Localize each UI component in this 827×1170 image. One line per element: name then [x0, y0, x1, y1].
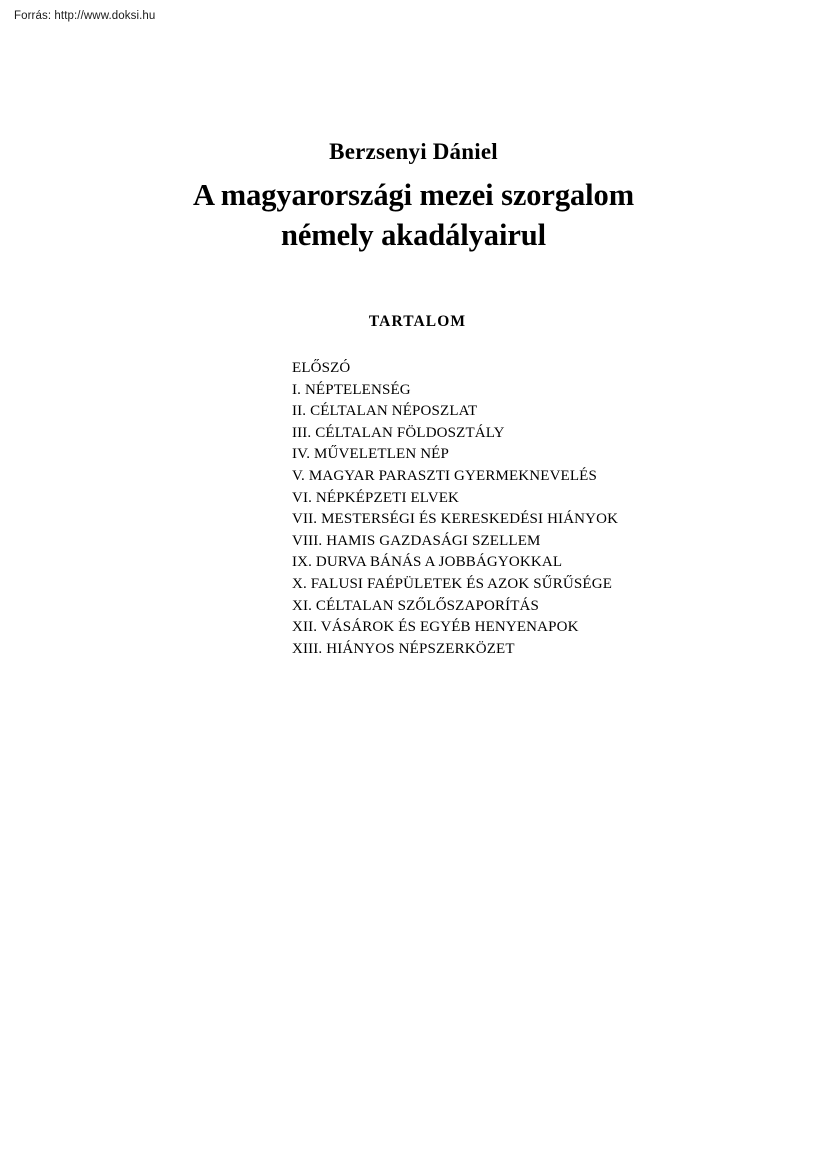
- table-of-contents-entry[interactable]: I. NÉPTELENSÉG: [292, 381, 411, 398]
- table-of-contents-list: [292, 358, 792, 660]
- table-of-contents-entry[interactable]: VII. MESTERSÉGI ÉS KERESKEDÉSI HIÁNYOK: [292, 511, 619, 528]
- table-of-contents-entry[interactable]: V. MAGYAR PARASZTI GYERMEKNEVELÉS: [292, 467, 597, 484]
- table-of-contents-entry[interactable]: VIII. HAMIS GAZDASÁGI SZELLEM: [292, 532, 541, 549]
- author-name: Berzsenyi Dániel: [329, 139, 498, 164]
- table-of-contents-heading: TARTALOM: [368, 313, 467, 330]
- table-of-contents-entry[interactable]: XI. CÉLTALAN SZŐLŐSZAPORÍTÁS: [292, 597, 540, 614]
- page-title: [0, 167, 827, 255]
- table-of-contents-entry[interactable]: ELŐSZÓ: [292, 360, 351, 376]
- table-of-contents-entry[interactable]: X. FALUSI FAÉPÜLETEK ÉS AZOK SŰRŰSÉGE: [292, 575, 613, 592]
- table-of-contents-entry[interactable]: XIII. HIÁNYOS NÉPSZERKÖZET: [292, 640, 515, 657]
- table-of-contents-entry[interactable]: VI. NÉPKÉPZETI ELVEK: [292, 489, 460, 506]
- table-of-contents-entry[interactable]: IX. DURVA BÁNÁS A JOBBÁGYOKKAL: [292, 554, 563, 571]
- page-title-line-1: A magyarországi mezei szorgalom: [193, 178, 634, 212]
- table-of-contents-entry[interactable]: XII. VÁSÁROK ÉS EGYÉB HENYENAPOK: [292, 619, 579, 636]
- source-watermark: Forrás: http://www.doksi.hu: [14, 10, 156, 22]
- table-of-contents-entry[interactable]: IV. MŰVELETLEN NÉP: [292, 446, 449, 463]
- table-of-contents-entry[interactable]: III. CÉLTALAN FÖLDOSZTÁLY: [292, 424, 505, 441]
- table-of-contents-entry[interactable]: II. CÉLTALAN NÉPOSZLAT: [292, 403, 478, 420]
- page-title-line-2: némely akadályairul: [281, 218, 546, 252]
- title-block: [0, 137, 827, 255]
- table-of-contents: [0, 312, 827, 657]
